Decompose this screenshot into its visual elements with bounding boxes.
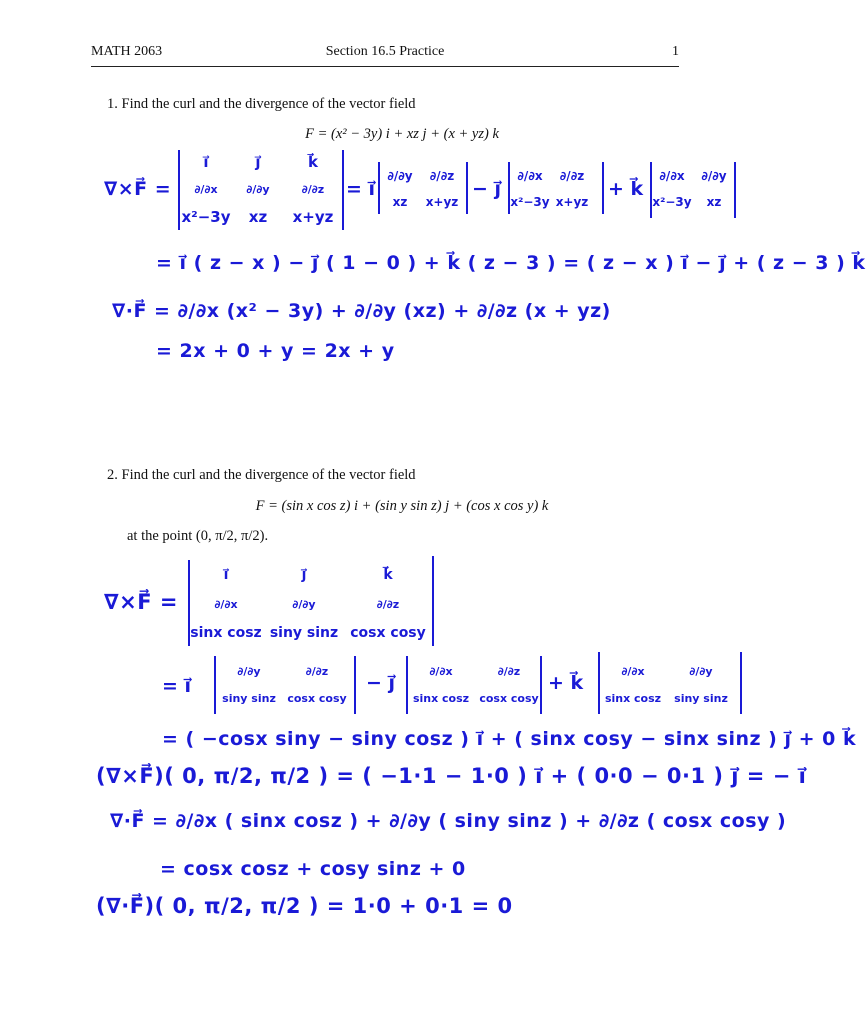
- det-cell: ∂/∂y: [246, 182, 270, 196]
- p2-div-line: ∇·F⃗ = ∂/∂x ( sinx cosz ) + ∂/∂y ( siny sinz ) + ∂/∂z ( cosx cosy ): [110, 810, 787, 832]
- p2-curl-determinant: [190, 562, 430, 646]
- det-cell: x+yz: [292, 208, 334, 226]
- det-cell: j⃗: [301, 567, 307, 583]
- minor-cell: ∂/∂x: [429, 664, 453, 678]
- p2-expand-eq: = i⃗: [162, 675, 192, 697]
- minor-cell: sinx cosz: [412, 691, 470, 705]
- p1-curl-result: = i⃗ ( z − x ) − j⃗ ( 1 − 0 ) + k⃗ ( z − 3 ) = ( z − x ) i⃗ − j⃗ + ( z − 3 ) k⃗: [156, 252, 866, 274]
- minor-cell: x+yz: [555, 195, 589, 209]
- p2-minor-k-bar: [740, 652, 742, 714]
- p1-expand-eq: = i⃗: [346, 178, 376, 200]
- page-header: [91, 44, 679, 67]
- minor-cell: sinx cosz: [604, 691, 662, 705]
- det-cell: i⃗: [223, 567, 229, 583]
- p2-minus-j: − j⃗: [366, 672, 396, 694]
- minor-cell: ∂/∂y: [689, 664, 713, 678]
- minor-cell: cosx cosy: [479, 691, 539, 705]
- p2-curl-at-point: (∇×F⃗)( 0, π/2, π/2 ) = ( −1·1 − 1·0 ) i⃗ + ( 0·0 − 0·1 ) j⃗ = − i⃗: [96, 764, 807, 788]
- minor-cell: ∂/∂x: [517, 169, 543, 183]
- p1-minor-j-bar: [602, 162, 604, 214]
- page-number: 1: [672, 44, 679, 59]
- minor-cell: ∂/∂z: [305, 664, 329, 678]
- minor-cell: ∂/∂z: [559, 169, 585, 183]
- problem1-prompt: 1. Find the curl and the divergence of the vector field: [107, 96, 416, 112]
- problem2-field: F = (sin x cos z) i + (sin y sin z) j + (cos x cos y) k: [255, 498, 549, 514]
- minor-cell: xz: [706, 195, 722, 209]
- p1-minus-j: − j⃗: [472, 178, 502, 200]
- det-cell: ∂/∂x: [194, 182, 218, 196]
- minor-cell: ∂/∂x: [659, 169, 685, 183]
- minor-cell: cosx cosy: [287, 691, 347, 705]
- p2-div-result: = cosx cosz + cosy sinz + 0: [160, 858, 466, 880]
- det-cell: ∂/∂x: [214, 597, 238, 611]
- minor-cell: x²−3y: [652, 195, 692, 209]
- p2-minor-k: [600, 656, 736, 710]
- p1-det-right-bar: [342, 150, 344, 230]
- det-cell: x²−3y: [181, 208, 231, 226]
- minor-cell: xz: [392, 195, 408, 209]
- problem2-point: at the point (0, π/2, π/2).: [127, 528, 269, 544]
- det-cell: k⃗: [383, 567, 393, 583]
- det-cell: j⃗: [255, 153, 261, 171]
- det-cell: ∂/∂z: [376, 597, 400, 611]
- det-cell: xz: [248, 208, 268, 226]
- det-cell: sinx cosz: [190, 625, 262, 641]
- p2-det-right-bar: [432, 556, 434, 646]
- minor-cell: ∂/∂y: [701, 169, 727, 183]
- p1-minor-k: [652, 162, 736, 214]
- problem1-field: F = (x² − 3y) i + xz j + (x + yz) k: [305, 126, 499, 142]
- p1-plus-k: + k⃗: [608, 178, 644, 200]
- det-cell: k⃗: [308, 153, 318, 171]
- minor-cell: siny sinz: [674, 691, 728, 705]
- minor-cell: ∂/∂x: [621, 664, 645, 678]
- p1-minor-i-bar: [466, 162, 468, 214]
- det-cell: ∂/∂y: [292, 597, 316, 611]
- minor-cell: ∂/∂y: [387, 169, 413, 183]
- section-title: Section 16.5 Practice: [325, 44, 445, 59]
- p2-minor-i-bar: [354, 656, 356, 714]
- problem2-prompt: 2. Find the curl and the divergence of the vector field: [107, 467, 416, 483]
- p2-minor-j: [408, 656, 544, 710]
- p1-curl-determinant: [180, 150, 342, 230]
- p1-minor-i: [380, 162, 464, 214]
- p1-curl-lhs: ∇×F⃗ =: [104, 178, 172, 200]
- p2-minor-i: [216, 656, 352, 710]
- minor-cell: x+yz: [425, 195, 459, 209]
- p2-minor-j-bar: [540, 656, 542, 714]
- course-label: MATH 2063: [91, 44, 163, 59]
- p2-plus-k: + k⃗: [548, 672, 584, 694]
- minor-cell: siny sinz: [222, 691, 276, 705]
- det-cell: i⃗: [203, 153, 209, 171]
- minor-cell: ∂/∂z: [497, 664, 521, 678]
- det-cell: cosx cosy: [350, 625, 426, 641]
- p1-minor-k-bar: [734, 162, 736, 218]
- minor-cell: ∂/∂y: [237, 664, 261, 678]
- p2-curl-lhs: ∇×F⃗ =: [104, 590, 178, 614]
- p1-div-result: = 2x + 0 + y = 2x + y: [156, 340, 395, 362]
- det-cell: siny sinz: [269, 625, 339, 641]
- minor-cell: x²−3y: [510, 195, 550, 209]
- p2-div-at-point: (∇·F⃗)( 0, π/2, π/2 ) = 1·0 + 0·1 = 0: [96, 894, 513, 918]
- p1-minor-j: [510, 162, 594, 214]
- det-cell: ∂/∂z: [301, 182, 325, 196]
- minor-cell: ∂/∂z: [429, 169, 455, 183]
- p1-div-line: ∇·F⃗ = ∂/∂x (x² − 3y) + ∂/∂y (xz) + ∂/∂z (x + yz): [112, 300, 611, 322]
- p2-curl-result: = ( −cosx siny − siny cosz ) i⃗ + ( sinx cosy − sinx sinz ) j⃗ + 0 k⃗: [162, 728, 857, 750]
